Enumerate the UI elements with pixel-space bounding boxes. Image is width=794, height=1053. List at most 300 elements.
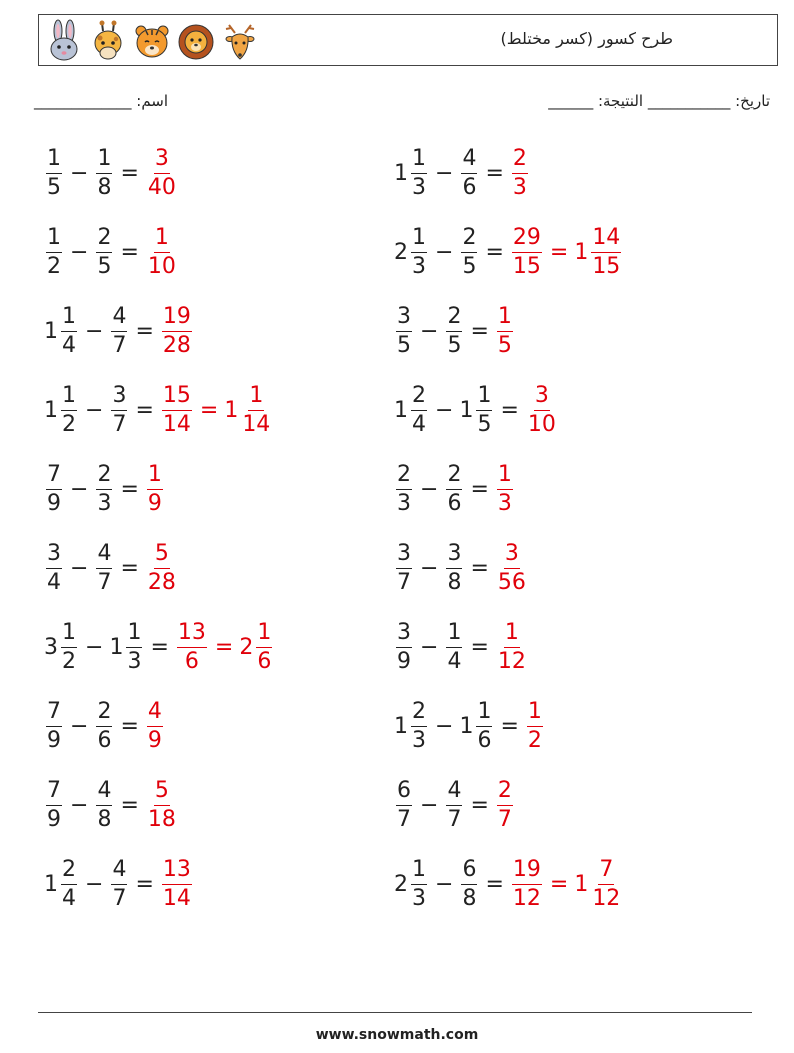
minus-sign: − <box>435 239 454 265</box>
subtrahend <box>94 461 114 516</box>
numerator: 1 <box>61 385 77 411</box>
subtrahend <box>444 303 464 358</box>
equals-sign: = <box>120 160 139 186</box>
numerator: 1 <box>61 306 77 332</box>
numerator: 1 <box>61 622 77 648</box>
answer <box>160 856 194 911</box>
numerator: 2 <box>497 780 513 806</box>
numerator: 3 <box>154 148 170 174</box>
equals-sign: = <box>470 318 489 344</box>
answer <box>145 777 179 832</box>
answer <box>145 461 165 516</box>
problem-item <box>44 378 273 442</box>
answer <box>525 382 559 437</box>
problem-item <box>44 773 179 837</box>
minus-sign: − <box>420 318 439 344</box>
fraction <box>446 540 462 595</box>
subtrahend <box>94 698 114 753</box>
fraction <box>96 540 112 595</box>
minus-sign: − <box>85 397 104 423</box>
minuend <box>44 303 79 358</box>
answer-fraction <box>147 777 177 832</box>
denominator: 10 <box>147 253 176 279</box>
answer <box>510 145 530 200</box>
problem-item <box>394 457 515 521</box>
denominator: 3 <box>397 490 411 516</box>
numerator: 1 <box>46 148 62 174</box>
numerator: 4 <box>111 306 127 332</box>
problem-item <box>394 378 559 442</box>
numerator: 3 <box>396 622 412 648</box>
subtrahend <box>444 777 464 832</box>
minus-sign: − <box>85 634 104 660</box>
fraction <box>446 619 462 674</box>
equals-sign: = <box>485 871 504 897</box>
fraction <box>46 540 62 595</box>
denominator: 7 <box>112 885 127 911</box>
numerator: 4 <box>147 701 163 727</box>
problem-item <box>44 615 274 679</box>
equals-sign: = <box>500 397 519 423</box>
minus-sign: − <box>85 871 104 897</box>
fraction <box>46 145 62 200</box>
denominator: 5 <box>477 411 492 437</box>
subtrahend <box>94 777 114 832</box>
whole-number: 1 <box>109 634 124 660</box>
denominator: 8 <box>447 569 462 595</box>
denominator: 6 <box>462 174 477 200</box>
denominator: 28 <box>147 569 176 595</box>
numerator: 4 <box>461 148 477 174</box>
problem-item <box>44 694 165 758</box>
minus-sign: − <box>420 634 439 660</box>
minuend <box>394 303 414 358</box>
answer-equals-sign: = <box>549 239 569 265</box>
answer-fraction <box>147 461 163 516</box>
numerator: 1 <box>46 227 62 253</box>
denominator: 4 <box>62 332 76 358</box>
numerator: 29 <box>512 227 542 253</box>
equals-sign: = <box>135 318 154 344</box>
equals-sign: = <box>485 239 504 265</box>
subtrahend <box>459 382 494 437</box>
minuend <box>44 382 79 437</box>
subtrahend <box>444 540 464 595</box>
denominator: 2 <box>62 411 76 437</box>
answer-fraction <box>147 224 177 279</box>
problem-item <box>44 299 194 363</box>
fraction <box>96 461 112 516</box>
denominator: 3 <box>412 253 426 279</box>
whole-number: 1 <box>394 397 408 423</box>
denominator: 15 <box>512 253 541 279</box>
problem-item <box>44 220 179 284</box>
answer <box>495 461 515 516</box>
minuend <box>394 382 429 437</box>
minuend <box>44 145 64 200</box>
problem-item <box>394 773 515 837</box>
fraction <box>461 224 477 279</box>
numerator: 1 <box>411 227 427 253</box>
footer-url: www.snowmath.com <box>315 1027 479 1043</box>
answer-fraction <box>162 382 192 437</box>
denominator: 7 <box>447 806 462 832</box>
answer-mixed-number <box>574 856 623 911</box>
whole-number: 1 <box>394 160 408 186</box>
fraction <box>461 856 477 911</box>
minuend <box>394 540 414 595</box>
answer-fraction <box>162 856 192 911</box>
numerator: 2 <box>512 148 528 174</box>
denominator: 7 <box>97 569 112 595</box>
minus-sign: − <box>435 871 454 897</box>
subtrahend <box>109 856 129 911</box>
answer-equals-sign: = <box>549 871 569 897</box>
minuend <box>44 224 64 279</box>
answer-fraction <box>497 461 513 516</box>
answer <box>510 224 623 279</box>
fraction <box>46 777 62 832</box>
fraction <box>411 856 427 911</box>
numerator: 13 <box>162 859 192 885</box>
answer <box>145 540 179 595</box>
answer <box>160 382 273 437</box>
giraffe-icon <box>89 19 127 63</box>
fraction <box>396 540 412 595</box>
denominator: 7 <box>112 332 127 358</box>
denominator: 5 <box>497 332 512 358</box>
denominator: 12 <box>512 885 541 911</box>
whole-number: 3 <box>44 634 58 660</box>
numerator: 5 <box>154 780 170 806</box>
denominator: 9 <box>147 727 162 753</box>
numerator: 1 <box>446 622 462 648</box>
denominator: 8 <box>462 885 477 911</box>
numerator: 2 <box>96 701 112 727</box>
numerator: 2 <box>461 227 477 253</box>
numerator: 14 <box>591 227 621 253</box>
numerator: 1 <box>248 385 264 411</box>
numerator: 1 <box>476 701 492 727</box>
answer-equals-sign: = <box>199 397 219 423</box>
answer <box>145 145 179 200</box>
minus-sign: − <box>70 555 89 581</box>
minuend <box>44 777 64 832</box>
numerator: 2 <box>446 306 462 332</box>
answer <box>495 619 529 674</box>
fraction <box>46 224 62 279</box>
minuend <box>44 461 64 516</box>
numerator: 1 <box>476 385 492 411</box>
denominator: 3 <box>497 490 512 516</box>
denominator: 2 <box>62 648 76 674</box>
minus-sign: − <box>70 160 89 186</box>
denominator: 3 <box>127 648 142 674</box>
numerator: 7 <box>46 464 62 490</box>
denominator: 14 <box>162 411 191 437</box>
fraction <box>396 461 412 516</box>
minuend <box>394 856 429 911</box>
minuend <box>394 698 429 753</box>
fraction <box>461 145 477 200</box>
fraction <box>411 382 427 437</box>
numerator: 1 <box>96 148 112 174</box>
minus-sign: − <box>420 792 439 818</box>
fraction <box>46 698 62 753</box>
numerator: 4 <box>446 780 462 806</box>
answer-fraction <box>497 303 513 358</box>
denominator: 40 <box>147 174 176 200</box>
numerator: 1 <box>126 622 142 648</box>
fraction <box>126 619 142 674</box>
equals-sign: = <box>120 476 139 502</box>
numerator: 3 <box>396 543 412 569</box>
fraction <box>46 461 62 516</box>
denominator: 4 <box>447 648 462 674</box>
answer-mixed-number <box>224 382 273 437</box>
denominator: 8 <box>97 806 112 832</box>
denominator: 6 <box>447 490 462 516</box>
numerator: 1 <box>497 306 513 332</box>
subtrahend <box>94 224 114 279</box>
subtrahend <box>444 619 464 674</box>
numerator: 3 <box>504 543 520 569</box>
numerator: 15 <box>162 385 192 411</box>
denominator: 3 <box>412 174 426 200</box>
answer <box>145 224 179 279</box>
answer <box>510 856 623 911</box>
denominator: 9 <box>47 727 61 753</box>
problem-item <box>394 615 529 679</box>
equals-sign: = <box>135 871 154 897</box>
worksheet-title: طرح كسور (كسر مختلط) <box>500 29 673 48</box>
subtrahend <box>459 698 494 753</box>
fraction <box>411 145 427 200</box>
answer-fraction <box>147 698 163 753</box>
denominator: 6 <box>257 648 272 674</box>
minuend <box>394 619 414 674</box>
equals-sign: = <box>470 476 489 502</box>
minus-sign: − <box>70 713 89 739</box>
denominator: 12 <box>497 648 526 674</box>
numerator: 1 <box>504 622 520 648</box>
whole-number: 1 <box>44 871 58 897</box>
numerator: 13 <box>177 622 207 648</box>
answer <box>145 698 165 753</box>
denominator: 7 <box>397 806 411 832</box>
numerator: 3 <box>111 385 127 411</box>
numerator: 6 <box>396 780 412 806</box>
problem-item <box>394 299 515 363</box>
whole-number: 1 <box>224 397 239 423</box>
rabbit-icon <box>45 19 83 63</box>
minuend <box>394 224 429 279</box>
numerator: 1 <box>497 464 513 490</box>
minus-sign: − <box>420 555 439 581</box>
denominator: 8 <box>97 174 112 200</box>
denominator: 6 <box>97 727 112 753</box>
numerator: 4 <box>111 859 127 885</box>
subtrahend <box>109 382 129 437</box>
whole-number: 2 <box>394 239 408 265</box>
fraction <box>61 382 77 437</box>
denominator: 9 <box>47 490 61 516</box>
animal-icons <box>45 19 259 63</box>
numerator: 2 <box>96 227 112 253</box>
problem-item <box>44 141 179 205</box>
numerator: 3 <box>46 543 62 569</box>
numerator: 2 <box>411 701 427 727</box>
fraction <box>61 619 77 674</box>
fraction <box>111 382 127 437</box>
answer <box>175 619 274 674</box>
subtrahend <box>444 461 464 516</box>
answer-fraction <box>512 145 528 200</box>
numerator: 1 <box>256 622 272 648</box>
denominator: 4 <box>47 569 61 595</box>
denominator: 5 <box>97 253 112 279</box>
deer-icon <box>221 19 259 63</box>
answer-fraction <box>177 619 207 674</box>
minus-sign: − <box>435 713 454 739</box>
problem-item <box>44 457 165 521</box>
whole-number: 1 <box>44 397 58 423</box>
answer-fraction <box>512 224 542 279</box>
subtrahend <box>109 303 129 358</box>
subtrahend <box>94 540 114 595</box>
denominator: 7 <box>397 569 411 595</box>
answer-fraction <box>512 856 542 911</box>
answer <box>160 303 194 358</box>
denominator: 7 <box>112 411 127 437</box>
answer-fraction <box>147 540 177 595</box>
fraction <box>111 303 127 358</box>
problem-item <box>394 536 529 600</box>
denominator: 28 <box>162 332 191 358</box>
fraction <box>411 698 427 753</box>
numerator: 1 <box>154 227 170 253</box>
denominator: 3 <box>412 885 426 911</box>
denominator: 14 <box>242 411 271 437</box>
denominator: 5 <box>397 332 411 358</box>
numerator: 3 <box>396 306 412 332</box>
denominator: 6 <box>184 648 199 674</box>
denominator: 14 <box>162 885 191 911</box>
fraction <box>256 619 272 674</box>
denominator: 6 <box>477 727 492 753</box>
answer-fraction <box>497 540 527 595</box>
numerator: 1 <box>147 464 163 490</box>
equals-sign: = <box>485 160 504 186</box>
denominator: 15 <box>592 253 621 279</box>
whole-number: 2 <box>239 634 254 660</box>
fraction <box>476 698 492 753</box>
minuend <box>394 145 429 200</box>
answer-fraction <box>497 619 527 674</box>
worksheet-header <box>38 14 778 66</box>
denominator: 18 <box>147 806 176 832</box>
fraction <box>446 777 462 832</box>
whole-number: 1 <box>574 871 589 897</box>
problem-item <box>394 141 530 205</box>
denominator: 56 <box>497 569 526 595</box>
numerator: 2 <box>61 859 77 885</box>
fraction <box>591 224 621 279</box>
answer <box>495 540 529 595</box>
numerator: 19 <box>512 859 542 885</box>
problem-item <box>394 852 623 916</box>
footer-divider <box>38 1012 752 1013</box>
equals-sign: = <box>120 713 139 739</box>
whole-number: 1 <box>44 318 58 344</box>
problem-item <box>394 694 545 758</box>
equals-sign: = <box>120 239 139 265</box>
problem-item <box>394 220 623 284</box>
denominator: 3 <box>412 727 426 753</box>
minuend <box>44 540 64 595</box>
answer-fraction <box>147 145 177 200</box>
numerator: 2 <box>411 385 427 411</box>
denominator: 3 <box>97 490 112 516</box>
subtrahend <box>459 145 479 200</box>
denominator: 3 <box>512 174 527 200</box>
fraction <box>241 382 271 437</box>
minus-sign: − <box>435 397 454 423</box>
minus-sign: − <box>70 239 89 265</box>
denominator: 9 <box>147 490 162 516</box>
problem-item <box>44 536 179 600</box>
answer-fraction <box>162 303 192 358</box>
answer-mixed-number <box>239 619 274 674</box>
whole-number: 1 <box>459 397 474 423</box>
fraction <box>476 382 492 437</box>
numerator: 1 <box>411 148 427 174</box>
denominator: 5 <box>462 253 477 279</box>
answer <box>525 698 545 753</box>
equals-sign: = <box>470 634 489 660</box>
numerator: 4 <box>96 780 112 806</box>
date-score-line: ______ :تاريخ: ___________ النتيجة <box>548 92 770 110</box>
fraction <box>61 856 77 911</box>
equals-sign: = <box>135 397 154 423</box>
numerator: 4 <box>96 543 112 569</box>
minus-sign: − <box>70 476 89 502</box>
answer-fraction <box>497 777 513 832</box>
fraction <box>396 619 412 674</box>
numerator: 1 <box>411 859 427 885</box>
minus-sign: − <box>70 792 89 818</box>
answer <box>495 777 515 832</box>
subtrahend <box>109 619 144 674</box>
minuend <box>44 856 79 911</box>
fraction <box>396 303 412 358</box>
numerator: 2 <box>96 464 112 490</box>
tiger-icon <box>133 19 171 63</box>
fraction <box>396 777 412 832</box>
numerator: 6 <box>461 859 477 885</box>
equals-sign: = <box>500 713 519 739</box>
fraction <box>96 145 112 200</box>
denominator: 4 <box>412 411 426 437</box>
denominator: 5 <box>47 174 61 200</box>
numerator: 7 <box>46 780 62 806</box>
minus-sign: − <box>435 160 454 186</box>
denominator: 9 <box>47 806 61 832</box>
whole-number: 1 <box>459 713 474 739</box>
numerator: 3 <box>534 385 550 411</box>
answer-mixed-number <box>574 224 623 279</box>
equals-sign: = <box>120 555 139 581</box>
